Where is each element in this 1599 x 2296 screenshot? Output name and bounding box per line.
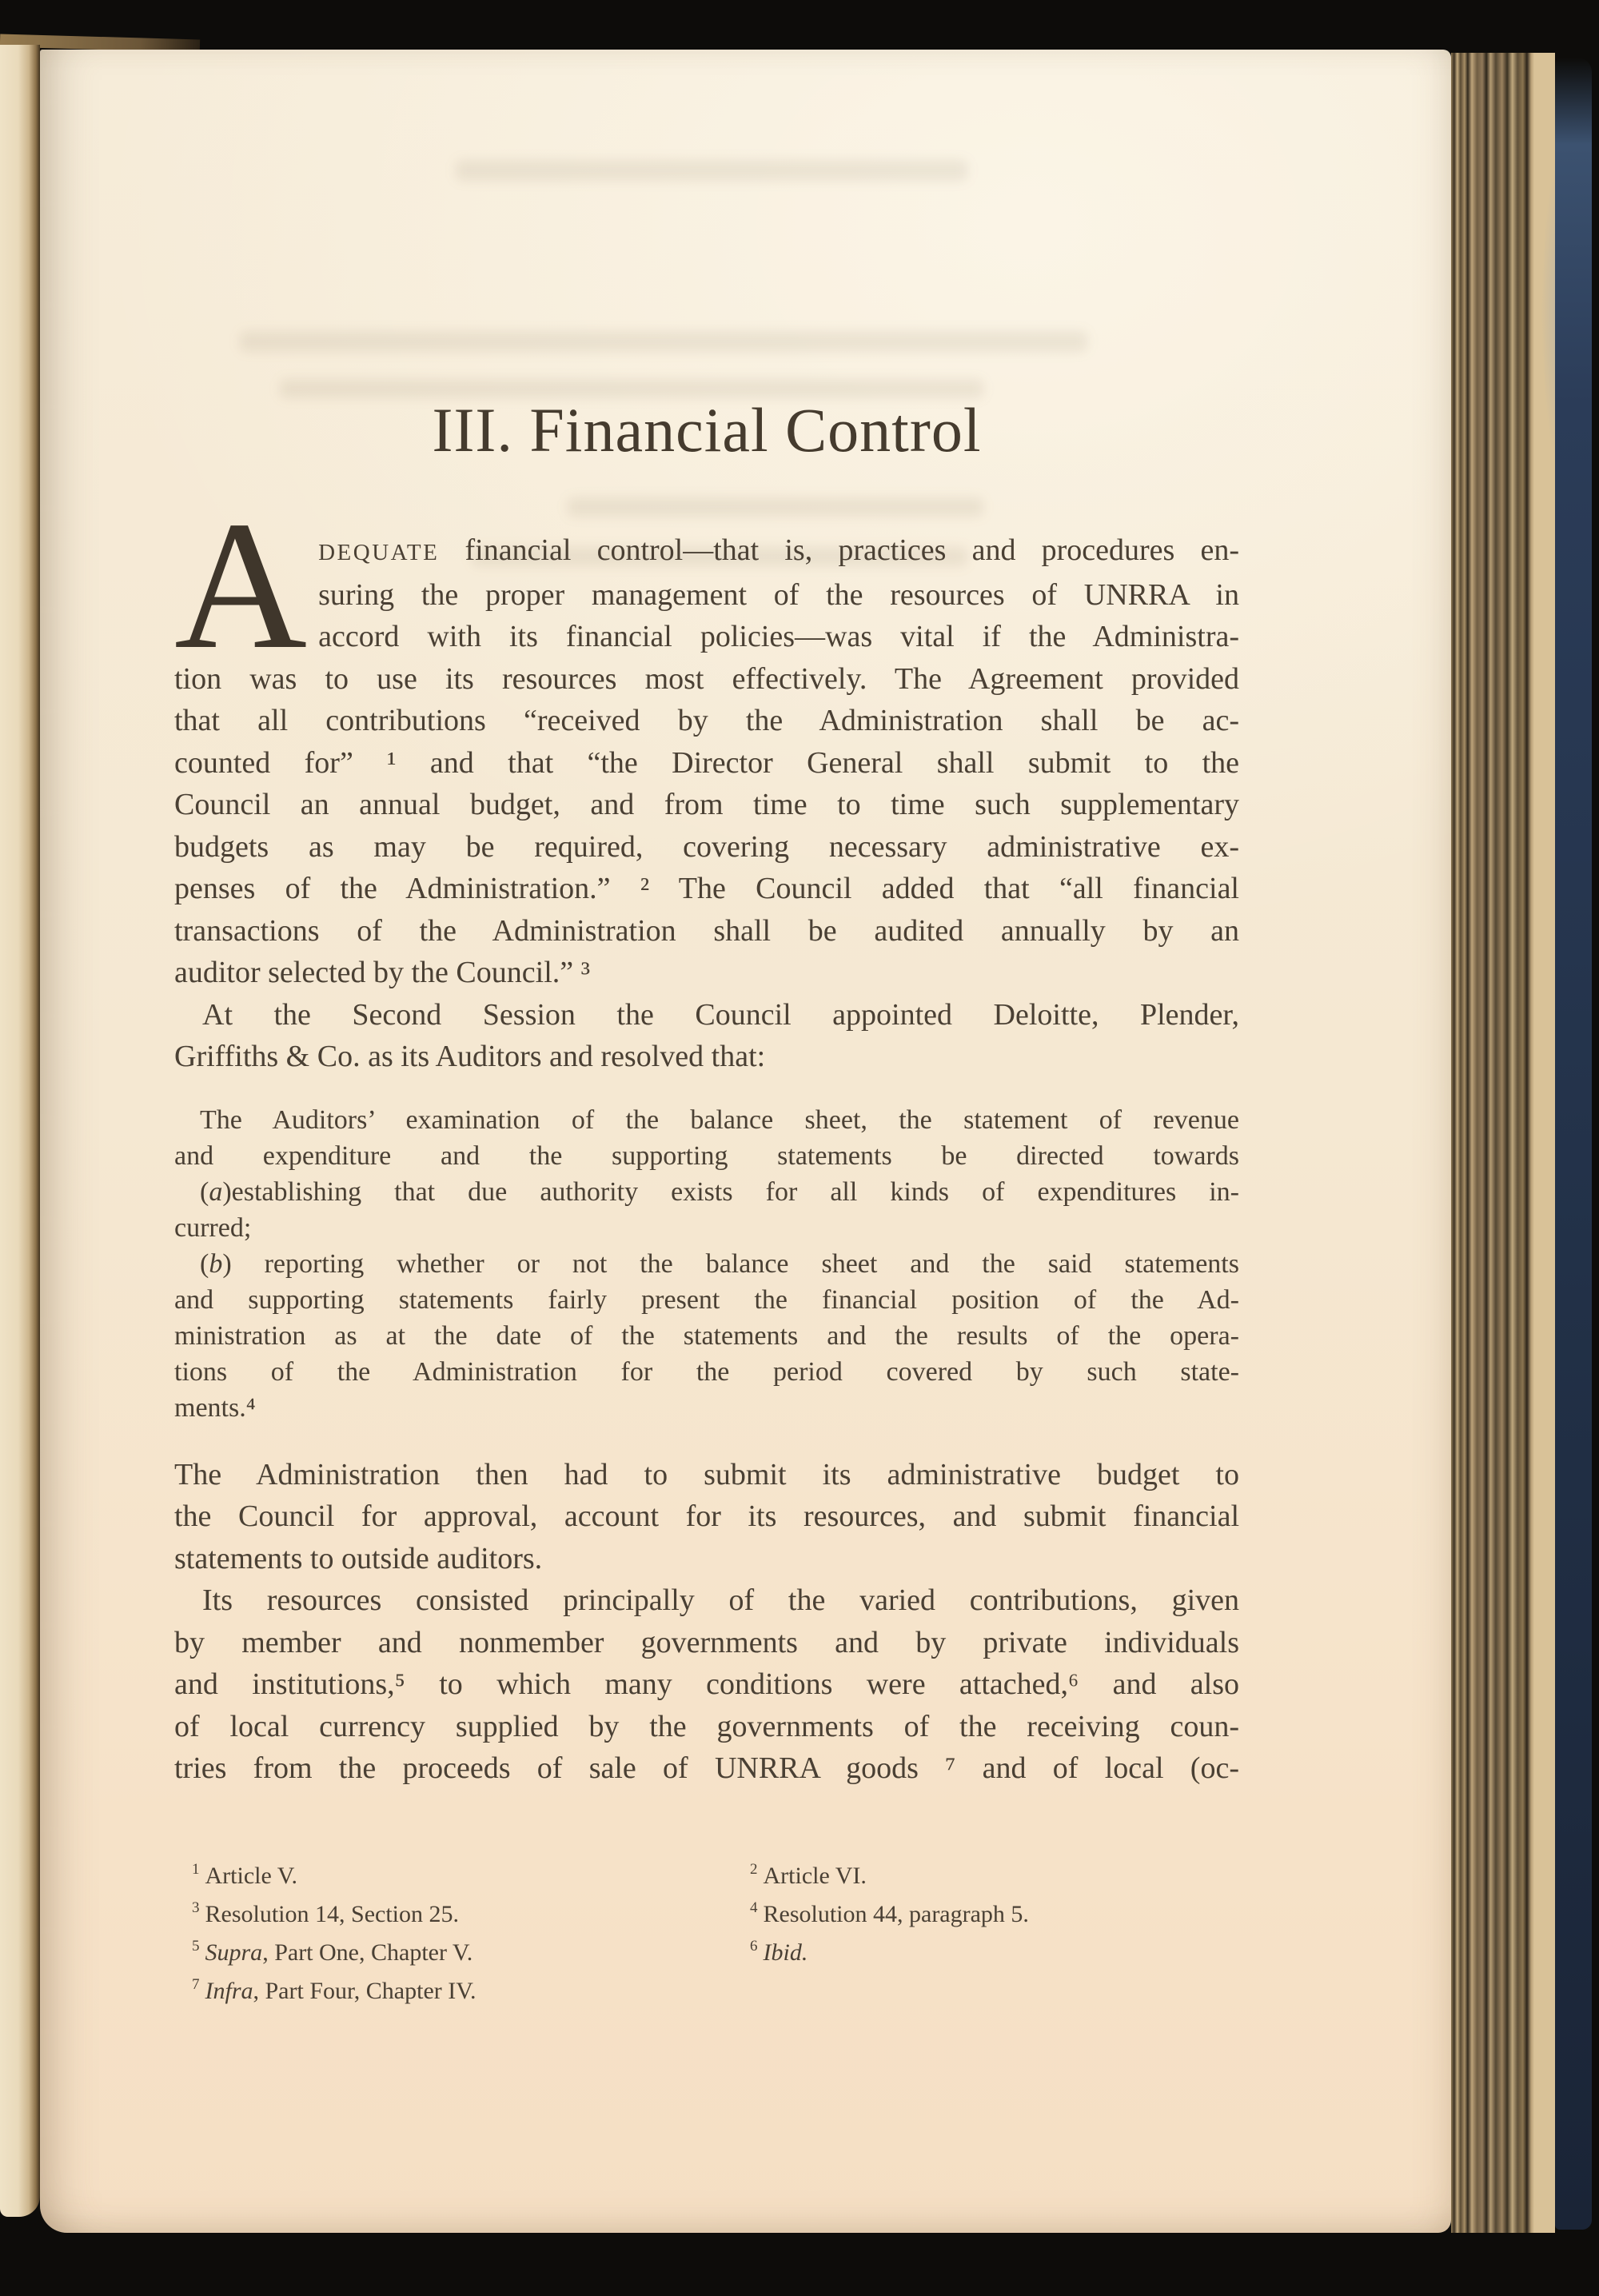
- text-line: tion was to use its resources most effectively. The Agreement provided: [174, 661, 1239, 696]
- quote-line-rest: )establishing that due authority exists for all kinds of expenditures in-: [222, 1176, 1239, 1207]
- footnote-number: 3: [192, 1899, 200, 1916]
- text-line: At the Second Session the Council appointed Deloitte, Plender,: [202, 997, 1239, 1032]
- text-line: Griffiths & Co. as its Auditors and resolved that:: [174, 1040, 766, 1073]
- footnote: [192, 1854, 750, 1892]
- ghost-showthrough: [568, 497, 983, 517]
- quote-line: ministration as at the date of the statements and the results of the opera-: [174, 1320, 1239, 1351]
- text-line: tries from the proceeds of sale of UNRRA goods ⁷ and of local (oc-: [174, 1751, 1239, 1785]
- text-line: statements to outside auditors.: [174, 1541, 543, 1575]
- quote-line: [174, 1246, 1239, 1282]
- text-line-rest: financial control—that is, practices and procedures en-: [439, 533, 1239, 567]
- footnote: [192, 1892, 750, 1931]
- page-content: [174, 483, 1239, 2007]
- quote-line: tions of the Administration for the period covered by such state-: [174, 1356, 1239, 1387]
- footnotes: [174, 1854, 1239, 2007]
- text-line: and institutions,⁵ to which many conditions were attached,⁶ and also: [174, 1667, 1239, 1701]
- footnote-number: 1: [192, 1860, 200, 1878]
- facing-page-strip: [0, 45, 40, 2217]
- paren: (: [200, 1248, 209, 1279]
- text-line: budgets as may be required, covering necessary administrative ex-: [174, 829, 1239, 864]
- footnote-number: 5: [192, 1937, 200, 1955]
- footnote-italic: Supra: [205, 1939, 263, 1966]
- ghost-showthrough: [240, 331, 1087, 352]
- body-paragraph-4: [174, 1579, 1239, 1790]
- text-line: of local currency supplied by the governments of the receiving coun-: [174, 1709, 1239, 1743]
- item-letter: a: [209, 1176, 223, 1207]
- text-line: counted for” ¹ and that “the Director General shall submit to the: [174, 745, 1239, 780]
- body-paragraph-3: [174, 1454, 1239, 1580]
- quote-line: curred;: [174, 1212, 252, 1243]
- quote-line: and expenditure and the supporting statements be directed towards: [174, 1140, 1239, 1171]
- text-line: penses of the Administration.” ² The Council added that “all financial: [174, 872, 1239, 905]
- footnote-italic: Ibid.: [763, 1939, 808, 1966]
- footnote: [750, 1854, 1239, 1892]
- footnote-italic: Infra: [205, 1977, 253, 2004]
- footnote: [192, 1931, 750, 1969]
- footnote-text: Article V.: [205, 1862, 298, 1889]
- footnote-text: Resolution 44, paragraph 5.: [763, 1900, 1029, 1927]
- text-line: Council an annual budget, and from time to time such supplementary: [174, 788, 1239, 821]
- small-caps: DEQUATE: [318, 540, 440, 565]
- text-line: Its resources consisted principally of the varied contributions, given: [202, 1583, 1239, 1617]
- quote-line: ments.⁴: [174, 1392, 256, 1423]
- text-line: accord with its financial policies—was vital if the Administra-: [318, 620, 1239, 653]
- paren: (: [200, 1176, 209, 1207]
- text-line: the Council for approval, account for its resources, and submit financial: [174, 1499, 1239, 1533]
- footnote-text: Article VI.: [763, 1862, 867, 1889]
- footnote-column-right: [750, 1854, 1239, 2007]
- page-edges: [1451, 53, 1555, 2233]
- footnote-text: Resolution 14, Section 25.: [205, 1900, 459, 1927]
- footnote: [750, 1892, 1239, 1931]
- book-page: [40, 50, 1451, 2233]
- text-line: auditor selected by the Council.” ³: [174, 956, 591, 989]
- quote-line-rest: ) reporting whether or not the balance sheet and the said statements: [222, 1248, 1239, 1279]
- text-line: suring the proper management of the resources of UNRRA in: [318, 577, 1239, 612]
- text-line: [174, 529, 1239, 574]
- drop-cap: A: [174, 483, 308, 687]
- footnote-column-left: [174, 1854, 750, 2007]
- block-quote: [174, 1102, 1239, 1426]
- footnote-number: 6: [750, 1937, 758, 1955]
- quote-line: [174, 1174, 1239, 1210]
- text-line: The Administration then had to submit its administrative budget to: [174, 1457, 1239, 1491]
- footnote-number: 7: [192, 1975, 200, 1993]
- body-paragraph-1: [174, 483, 1239, 994]
- quote-line: The Auditors’ examination of the balance sheet, the statement of revenue: [200, 1104, 1239, 1135]
- footnote-number: 4: [750, 1899, 758, 1916]
- text-line: by member and nonmember governments and by private individuals: [174, 1625, 1239, 1659]
- footnote: [192, 1969, 750, 2007]
- text-line: transactions of the Administration shall be audited annually by an: [174, 913, 1239, 948]
- item-letter: b: [209, 1248, 223, 1279]
- chapter-heading: III. Financial Control: [432, 395, 982, 465]
- footnote: [750, 1931, 1239, 1969]
- footnote-text: , Part Four, Chapter IV.: [253, 1977, 477, 2004]
- footnote-text: , Part One, Chapter V.: [262, 1939, 473, 1966]
- footnote-number: 2: [750, 1860, 758, 1878]
- body-paragraph-2: [174, 994, 1239, 1078]
- text-line: that all contributions “received by the Administration shall be ac-: [174, 704, 1239, 737]
- ghost-showthrough: [456, 160, 967, 181]
- quote-line: and supporting statements fairly present the financial position of the Ad-: [174, 1284, 1239, 1315]
- book-cover: [1555, 58, 1592, 2230]
